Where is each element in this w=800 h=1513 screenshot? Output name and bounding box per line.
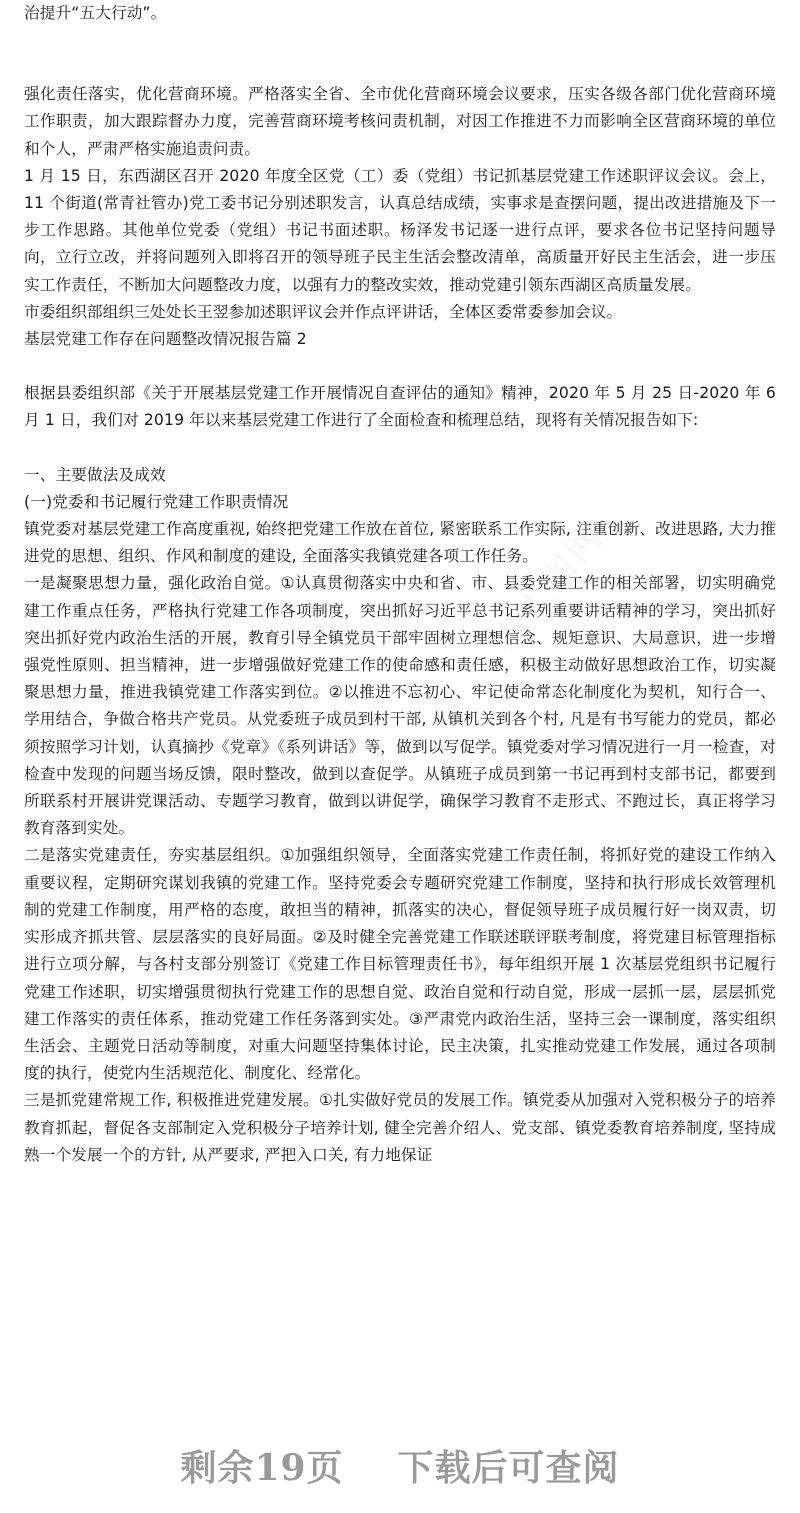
paragraph-overview: 镇党委对基层党建工作高度重视, 始终把党建工作放在首位, 紧密联系工作实际, 注重创新、改进思路, 大力推进党的思想、组织、作风和制度的建设, 全面落实我镇党建各项工作任务。 xyxy=(24,520,776,566)
subheading-duties: (一)党委和书记履行党建工作职责情况 xyxy=(24,492,289,511)
watermark: 人人图网 xyxy=(154,515,283,658)
document-body xyxy=(24,0,776,1169)
paragraph-point-three: 三是抓党建常规工作, 积极推进党建发展。①扎实做好党员的发展工作。镇党委从加强对入党积极分子的培养教育抓起，督促各支部制定入党积极分子培养计划, 健全完善介绍人、党支部、镇党委教育培养制度, 坚持成熟一个发展一个的方针, 从严要求, 严把入口关, 有力地保证 xyxy=(24,1091,776,1164)
download-banner[interactable] xyxy=(0,1440,800,1491)
heading-main-practices: 一、主要做法及成效 xyxy=(24,465,166,484)
paragraph-point-one: 一是凝聚思想力量，强化政治自觉。①认真贯彻落实中央和省、市、县委党建工作的相关部署，切实明确党建工作重点任务，严格执行党建工作各项制度，突出抓好习近平总书记系列重要讲话精神的学习，突出抓好突出抓好党内政治生活的开展，教育引导全镇党员干部牢固树立理想信念、规矩意识、大局意识，进一步增强党性原则、担当精神，进一步增强做好党建工作的使命感和责任感，积极主动做好思想政治工作，切实凝聚思想力量，推进我镇党建工作落实到位。②以推进不忘初心、牢记使命常态化制度化为契机，知行合一、学用结合，争做合格共产党员。从党委班子成员到村干部, 从镇机关到各个村, 凡是有书写能力的党员，都必须按照学习计划，认真摘抄《党章》《系列讲话》等，做到以写促学。镇党委对学习情况进行一月一检查，对检查中发现的问题当场反馈，限时整改，做到以查促学。从镇班子成员到第一书记再到村支部书记，都要到所联系村开展讲党课活动、专题学习教育，做到以讲促学，确保学习教育不走形式、不跑过长，真正将学习教育落到实处。 xyxy=(24,574,776,838)
download-hint-text: 下载后可查阅 xyxy=(397,1447,620,1489)
paragraph-point-two: 二是落实党建责任，夯实基层组织。①加强组织领导，全面落实党建工作责任制，将抓好党的建设工作纳入重要议程，定期研究谋划我镇的党建工作。坚持党委会专题研究党建工作制度，坚持和执行形成长效管理机制的党建工作制度，用严格的态度，敢担当的精神，抓落实的决心，督促领导班子成员履行好一岗双责，切实形成齐抓共管、层层落实的良好局面。②及时健全完善党建工作联述联评联考制度，将党建目标管理指标进行立项分解，与各村支部分别签订《党建工作目标管理责任书》，每年组织开展 1 次基层党组织书记履行党建工作述职，切实增强贯彻执行党建工作的思想自觉、政治自觉和行动自觉，形成一层抓一层，层层抓党建工作落实的责任体系，推动党建工作任务落到实处。③严肃党内政治生活，坚持三会一课制度，落实组织生活会、主题党日活动等制度，对重大问题坚持集体讨论，民主决策，扎实推动党建工作发展，通过各项制度的执行，使党内生活规范化、制度化、经常化。 xyxy=(24,846,776,1083)
paragraph-attendance: 市委组织部组织三处处长王翌参加述职评议会并作点评讲话，全体区委常委参加会议。 xyxy=(24,302,623,321)
paragraph-business-environment: 强化责任落实，优化营商环境。严格落实全省、全市优化营商环境会议要求，压实各级各部门优化营商环境工作职责，加大跟踪督办力度，完善营商环境考核问责机制，对因工作推进不力而影响全区营商环境的单位和个人，严肃严格实施追责问责。 xyxy=(24,85,776,158)
paragraph-meeting-report: 1 月 15 日，东西湖区召开 2020 年度全区党（工）委（党组）书记抓基层党建工作述职评议会议。会上，11 个街道(常青社管办)党工委书记分别述职发言，认真总结成绩，实事求是查摆问题，提出改进措施及下一步工作思路。其他单位党委（党组）书记书面述职。杨泽发书记逐一进行点评，要求各位书记坚持问题导向，立行立改，并将问题列入即将召开的领导班子民主生活会整改清单，高质量开好民主生活会，进一步压实工作责任，不断加大问题整改力度，以强有力的整改实效，推动党建引领东西湖区高质量发展。 xyxy=(24,166,776,294)
remaining-pages-text: 剩余19页 xyxy=(180,1447,344,1489)
watermark: 人人图网 xyxy=(484,515,613,658)
paragraph-report-basis: 根据县委组织部《关于开展基层党建工作开展情况自查评估的通知》精神，2020 年 5 月 25 日-2020 年 6 月 1 日，我们对 2019 年以来基层党建工作进行了全面检查和梳理总结，现将有关情况报告如下: xyxy=(24,384,776,430)
section-title-report-2: 基层党建工作存在问题整改情况报告篇 2 xyxy=(24,330,307,349)
paragraph-intro-tail: 治提升“五大行动”。 xyxy=(24,4,167,22)
